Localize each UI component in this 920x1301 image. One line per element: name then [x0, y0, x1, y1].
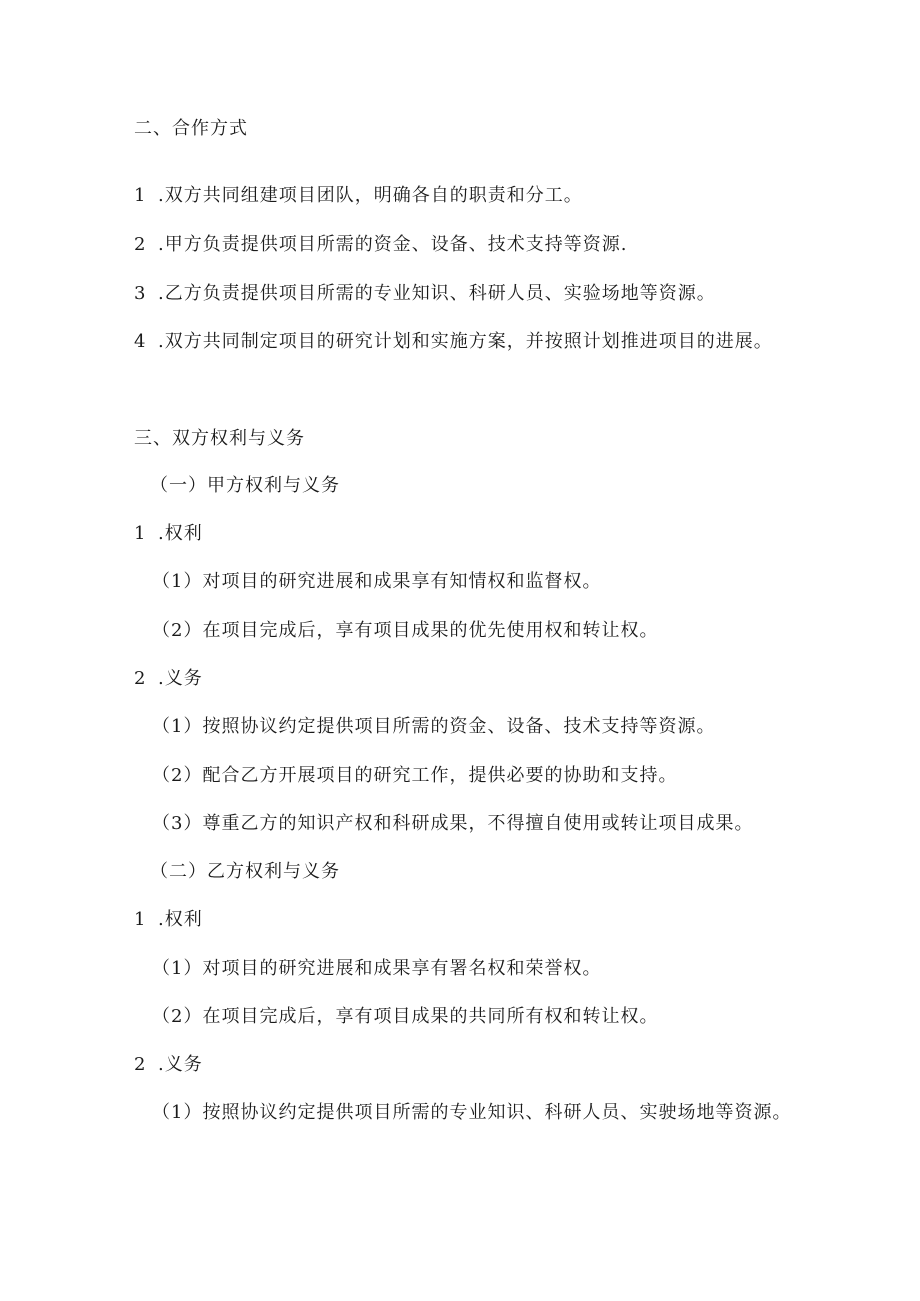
item-text: .双方共同制定项目的研究计划和实施方案，并按照计划推进项目的进展。 — [158, 331, 773, 352]
item-number: 1 — [134, 523, 147, 544]
party-a-rights-heading — [134, 522, 203, 546]
section-three-heading: 三、双方权利与义务 — [134, 428, 305, 449]
party-a-heading: （一）甲方权利与义务 — [150, 475, 340, 496]
party-b-rights-item-2: （2）在项目完成后，享有项目成果的共同所有权和转让权。 — [152, 1006, 659, 1027]
item-number: 2 — [134, 1054, 147, 1075]
section-two-item-2 — [134, 233, 627, 257]
party-b-rights-heading — [134, 908, 203, 932]
item-text: .义务 — [158, 1054, 203, 1075]
party-a-duties-item-1: （1）按照协议约定提供项目所需的资金、设备、技术支持等资源。 — [152, 716, 716, 737]
section-two-heading: 二、合作方式 — [134, 118, 248, 139]
party-b-rights-item-1: （1）对项目的研究进展和成果享有署名权和荣誉权。 — [152, 958, 602, 979]
item-text: .权利 — [158, 909, 203, 930]
section-two-item-1 — [134, 184, 583, 208]
item-text: .义务 — [158, 668, 203, 689]
item-number: 1 — [134, 185, 147, 206]
item-text: .乙方负责提供项目所需的专业知识、科研人员、实验场地等资源。 — [158, 283, 716, 304]
item-number: 4 — [134, 331, 147, 352]
item-number: 2 — [134, 234, 147, 255]
party-a-duties-heading — [134, 667, 203, 691]
item-number: 2 — [134, 668, 147, 689]
section-two-item-4 — [134, 330, 773, 354]
section-two-item-3 — [134, 282, 716, 306]
party-b-duties-item-1: （1）按照协议约定提供项目所需的专业知识、科研人员、实驶场地等资源。 — [152, 1102, 792, 1123]
party-a-duties-item-3: （3）尊重乙方的知识产权和科研成果，不得擅自使用或转让项目成果。 — [152, 813, 754, 834]
item-number: 3 — [134, 283, 147, 304]
item-text: .双方共同组建项目团队，明确各自的职责和分工。 — [158, 185, 583, 206]
item-text: .权利 — [158, 523, 203, 544]
party-a-duties-item-2: （2）配合乙方开展项目的研究工作，提供必要的协助和支持。 — [152, 765, 678, 786]
party-b-heading: （二）乙方权利与义务 — [150, 861, 340, 882]
party-b-duties-heading — [134, 1053, 203, 1077]
party-a-rights-item-2: （2）在项目完成后，享有项目成果的优先使用权和转让权。 — [152, 620, 659, 641]
item-number: 1 — [134, 909, 147, 930]
item-text: .甲方负责提供项目所需的资金、设备、技术支持等资源. — [158, 234, 628, 255]
party-a-rights-item-1: （1）对项目的研究进展和成果享有知情权和监督权。 — [152, 571, 602, 592]
